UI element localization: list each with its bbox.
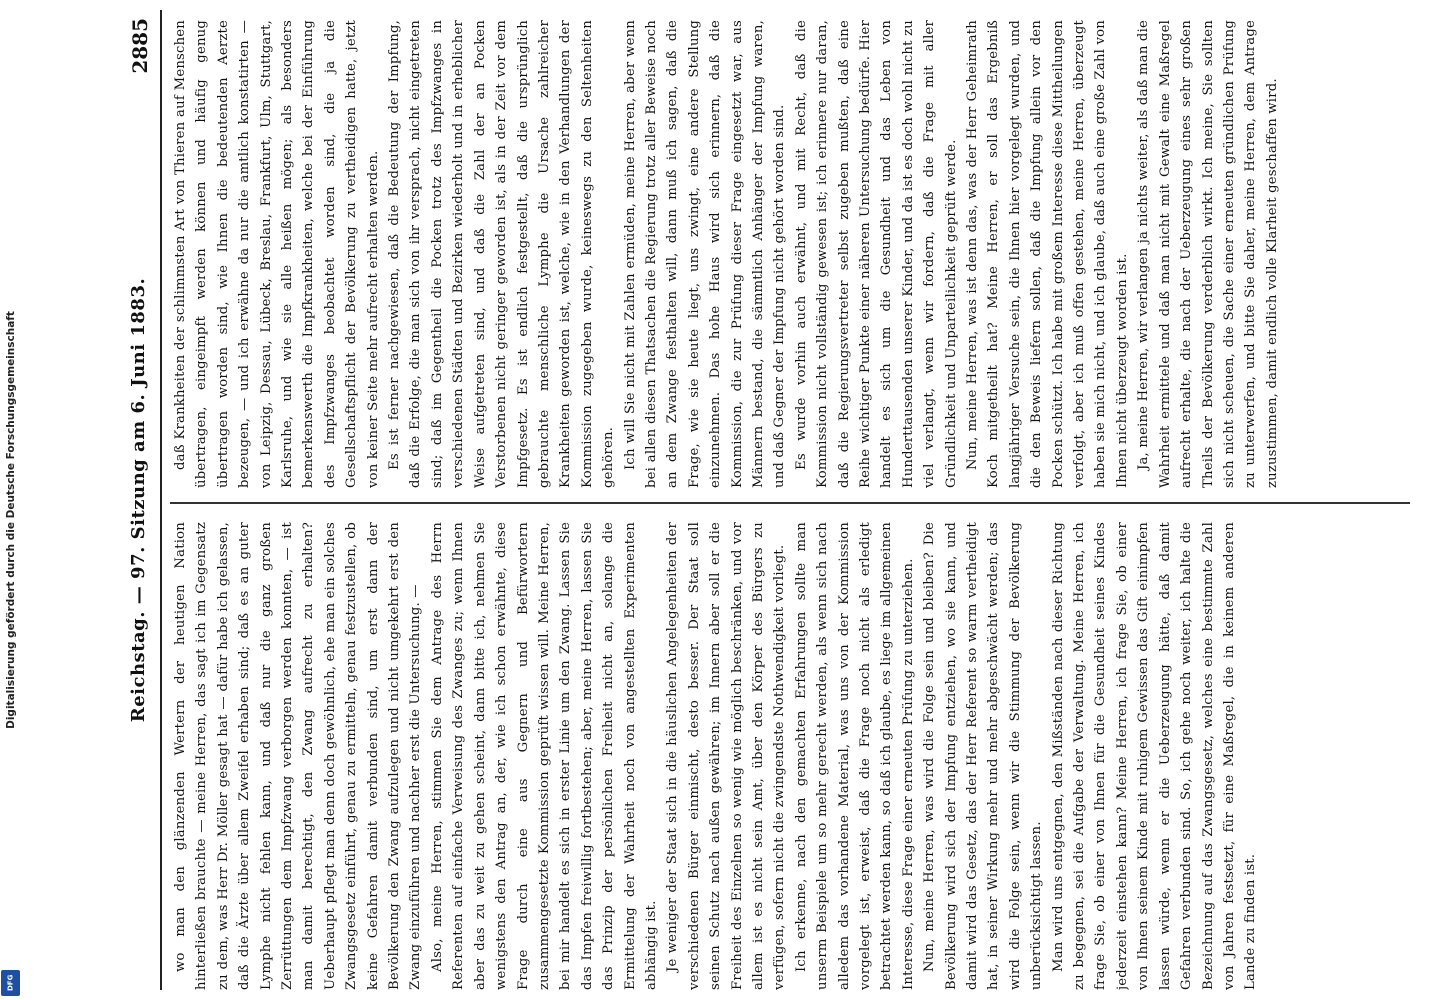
paragraph: Man wird uns entgegnen, den Mißständen nach dieser Richtung zu begegnen, sei die Aufgabe der Verwaltung. Meine Herren, ich frage Sie, ob einer von Ihnen für die Gesundheit seines Kindes jederzeit einstehen kann? Meine Herren, ich frage Sie, ob einer von Ihnen seinem Kinde mit ruhigem Gewissen das Gift einimpfen lassen würde, wenn er die Ueberzeugung hätte, daß damit Gefahren verbunden sind. So, ich gehe noch weiter, ich halte die Bezeichnung auf das Zwangsgesetz, welches eine bestimmte Zahl von Jahren festsetzt, für eine Maßregel, die in keinem anderen Lande zu finden ist. xyxy=(1050,522,1259,990)
paragraph: Es ist ferner nachgewiesen, daß die Bedeutung der Impfung, daß die Erfolge, die man sich von ihr versprach, nicht eingetreten sind; daß im Gegentheil die Pocken trotz des Impfzwanges in verschiedenen Städten und Bezirken wiederholt und in erheblicher Weise aufgetreten sind, und daß die Zahl der an Pocken Verstorbenen nicht geringer geworden ist, als in der Zeit vor dem Impfgesetz. Es ist endlich festgestellt, daß die ursprünglich gebrauchte menschliche Lymphe die Ursache zahlreicher Krankheiten geworden ist, welche, wie in den Verhandlungen der Kommission zugegeben wurde, keineswegs zu den Seltenheiten gehören. xyxy=(387,20,617,488)
text-columns xyxy=(170,10,1410,990)
paragraph: Also, meine Herren, stimmen Sie dem Antrage des Herrn Referenten auf einfache Verweisung des Zwanges zu; wenn Ihnen aber das zu weit zu gehen scheint, dann bitte ich, nehmen Sie wenigstens den Antrag an, der, wie ich schon erwähnte, diese Frage durch eine aus Gegnern und Befürwortern zusammengesetzte Kommission geprüft wissen will. Meine Herren, bei mir handelt es sich in erster Linie um den Zwang. Lassen Sie das Impfen freiwillig fortbestehen; aber, meine Herren, lassen Sie das Prinzip der persönlichen Freiheit nicht an, solange die Ermittelung der Wahrheit noch von angestellten Experimenten abhängig ist. xyxy=(429,522,659,990)
paragraph: Es wurde vorhin auch erwähnt, und mit Recht, daß die Kommission nicht vollständig gewesen ist; ich erinnere nur daran, daß die Regierungsvertreter selbst zugeben mußten, daß eine Reihe wichtiger Punkte einer näheren Untersuchung bedürfe. Hier handelt es sich um die Gesundheit und das Leben von Hunderttausenden unserer Kinder, und da ist es doch wohl nicht zu viel verlangt, wenn wir fordern, daß die Frage mit aller Gründlichkeit und Unparteilichkeit geprüft werde. xyxy=(793,20,959,488)
digitization-sidebar xyxy=(0,0,22,1000)
paragraph: wo man den glänzenden Wertern der heutigen Nation hinterließen brauchte — meine Herren, das sagt ich im Gegensatz zu dem, was Herr Dr. Möller gesagt hat — dafür habe ich gelassen, daß die Ärzte über allem Zweifel erhaben sind; daß es an guter Lymphe nicht fehlen kann, und daß nur die ganz großen Zerrüttungen dem Impfzwang verborgen werden konnten, — ist man damit berechtigt, den Zwang aufrecht zu erhalten? Ueberhaupt pflegt man denn doch gewöhnlich, ehe man ein solches Zwangsgesetz einführt, genau zu ermitteln, genau festzustellen, ob keine Gefahren damit verbunden sind, um erst dann der Bevölkerung den Zwang aufzulegen und nicht umgekehrt erst den Zwang einzuführen und nachher erst die Untersuchung. — xyxy=(173,522,424,990)
digitization-credit: Digitalisierung gefördert durch die Deutsche Forschungsgemeinschaft xyxy=(5,311,17,729)
column-left xyxy=(170,522,1410,990)
paragraph: Ich erkenne, nach den gemachten Erfahrungen sollte man unserm Beispiele um so mehr gerecht werden, als wenn sich nach alledem das vorhandene Material, was uns von der Kommission vorgelegt ist, erweist, daß die Frage noch nicht als erledigt betrachtet werden kann, so daß ich glaube, es liege im allgemeinen Interesse, diese Frage einer erneuten Prüfung zu unterziehen. xyxy=(793,522,916,990)
page-number: 2885 xyxy=(128,18,152,74)
paragraph: Ich will Sie nicht mit Zahlen ermüden, meine Herren, aber wenn bei allen diesen Thatsachen die Regierung trotz aller Beweise noch an dem Zwange festhalten will, dann muß ich sagen, daß die Frage, wie sie heute liegt, uns zwingt, eine andere Stellung einzunehmen. Das hohe Haus wird sich erinnern, daß die Kommission, die zur Prüfung dieser Frage eingesetzt war, aus Männern bestand, die sämmtlich Anhänger der Impfung waren, und daß Gegner der Impfung nicht gehört worden sind. xyxy=(622,20,788,488)
paragraph: Nun, meine Herren, was ist denn das, was der Herr Geheimrath Koch mitgetheilt hat? Meine Herren, er soll das Ergebniß langjähriger Versuche sein, die Ihnen hier vorgelegt wurden, und die den Beweis liefern sollen, daß die Impfung allein vor den Pocken schützt. Ich habe mit großem Interesse diese Mittheilungen verfolgt, aber ich muß offen gestehen, meine Herren, überzeugt haben sie mich nicht, und ich glaube, daß auch eine große Zahl von Ihnen nicht überzeugt worden ist. xyxy=(965,20,1130,488)
rotated-page-content xyxy=(120,10,1420,990)
dfg-logo: DFG xyxy=(1,970,20,996)
column-right xyxy=(170,20,1410,488)
paragraph: Je weniger der Staat sich in die häuslichen Angelegenheiten der verschiedenen Bürger einmischt, desto besser. Der Staat soll seinen Schutz nach außen gewähren; im Innern aber soll er die Freiheit des Einzelnen so wenig wie möglich beschränken, und vor allem ist es nicht sein Amt, über den Körper des Bürgers zu verfügen, sofern nicht die zwingendste Nothwendigkeit vorliegt. xyxy=(665,522,788,990)
running-head: Reichstag. — 97. Sitzung am 6. Juni 1883. xyxy=(128,277,149,723)
paragraph: Nun, meine Herren, was wird die Folge sein und bleiben? Die Bevölkerung wird sich der Impfung entziehen, wo sie kann, und damit wird das Gesetz, das der Herr Referent so warm vertheidigt hat, in seiner Wirkung mehr und mehr abgeschwächt werden; das wird die Folge sein, wenn wir die Stimmung der Bevölkerung unberücksichtigt lassen. xyxy=(922,522,1045,990)
paragraph: Ja, meine Herren, wir verlangen ja nichts weiter, als daß man die Wahrheit ermittele und daß man nicht mit Gewalt eine Maßregel aufrecht erhalte, die nach der Ueberzeugung eines sehr großen Theils der Bevölkerung verderblich wirkt. Ich meine, Sie sollten sich nicht scheuen, die Sache einer erneuten gründlichen Prüfung zu unterwerfen, und bitte Sie daher, meine Herren, dem Antrage zuzustimmen, damit endlich volle Klarheit geschaffen wird. xyxy=(1136,20,1280,488)
column-divider xyxy=(170,502,1410,504)
page-header xyxy=(120,10,162,990)
paragraph: daß Krankheiten der schlimmsten Art von Thieren auf Menschen übertragen, eingeimpft werden können und häufig genug übertragen worden sind, wie Ihnen die bedeutenden Aerzte bezeugen, — und ich erwähne da nur die amtlich konstatirten — von Leipzig, Dessau, Lübeck, Breslau, Frankfurt, Ulm, Stuttgart, Karlsruhe, und wie sie alle heißen mögen; als besonders bemerkenswerth die Impfkrankheiten, welche bei der Einführung des Impfzwanges beobachtet worden sind, die ja die Gesellschaftspflicht der Bevölkerung zu vertheidigen hatte, jetzt von keiner Seite mehr aufrecht erhalten werden. xyxy=(173,20,381,488)
scanned-page xyxy=(108,0,1432,1000)
